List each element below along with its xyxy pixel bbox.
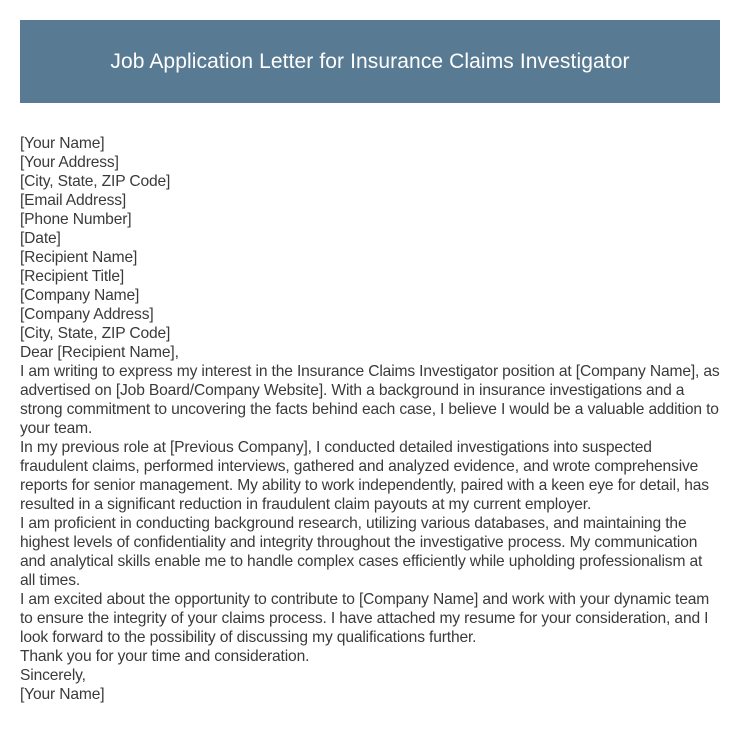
sender-name: [Your Name] (20, 135, 105, 152)
paragraph-experience: In my previous role at [Previous Company], I conducted detailed investigations into suspected fraudulent claims, performed interviews, gathered and analyzed evidence, and wrote comprehensive reports for senior management. My ability to work independently, paired with a keen eye for detail, has resulted in a significant reduction in fraudulent claim payouts at my current employer. (20, 439, 709, 513)
recipient-name: [Recipient Name] (20, 249, 138, 266)
sender-city-state-zip: [City, State, ZIP Code] (20, 173, 171, 190)
salutation: Dear [Recipient Name], (20, 344, 179, 361)
title-banner (20, 20, 720, 103)
recipient-city-state-zip: [City, State, ZIP Code] (20, 325, 171, 342)
sender-phone: [Phone Number] (20, 211, 132, 228)
recipient-title: [Recipient Title] (20, 268, 125, 285)
recipient-company-address: [Company Address] (20, 306, 154, 323)
recipient-company: [Company Name] (20, 287, 140, 304)
letter-date: [Date] (20, 230, 61, 247)
letter-body (20, 134, 720, 704)
page-title: Job Application Letter for Insurance Claims Investigator (110, 49, 630, 73)
sender-email: [Email Address] (20, 192, 127, 209)
paragraph-closing-interest: I am excited about the opportunity to contribute to [Company Name] and work with your dynamic team to ensure the integrity of your claims process. I have attached my resume for your consideration, and I look forward to the possibility of discussing my qualifications further. (20, 591, 710, 646)
signature: [Your Name] (20, 686, 105, 703)
sender-address: [Your Address] (20, 154, 119, 171)
paragraph-thanks: Thank you for your time and consideration. (20, 648, 310, 665)
paragraph-skills: I am proficient in conducting background research, utilizing various databases, and maintaining the highest levels of confidentiality and integrity throughout the investigative process. My communication and analytical skills enable me to handle complex cases efficiently while upholding professionalism at all times. (20, 515, 703, 589)
closing: Sincerely, (20, 667, 86, 684)
paragraph-introduction: I am writing to express my interest in the Insurance Claims Investigator position at [Company Name], as advertised on [Job Board/Company Website]. With a background in insurance investigations and a strong commitment to uncovering the facts behind each case, I believe I would be a valuable addition to your team. (20, 363, 720, 437)
